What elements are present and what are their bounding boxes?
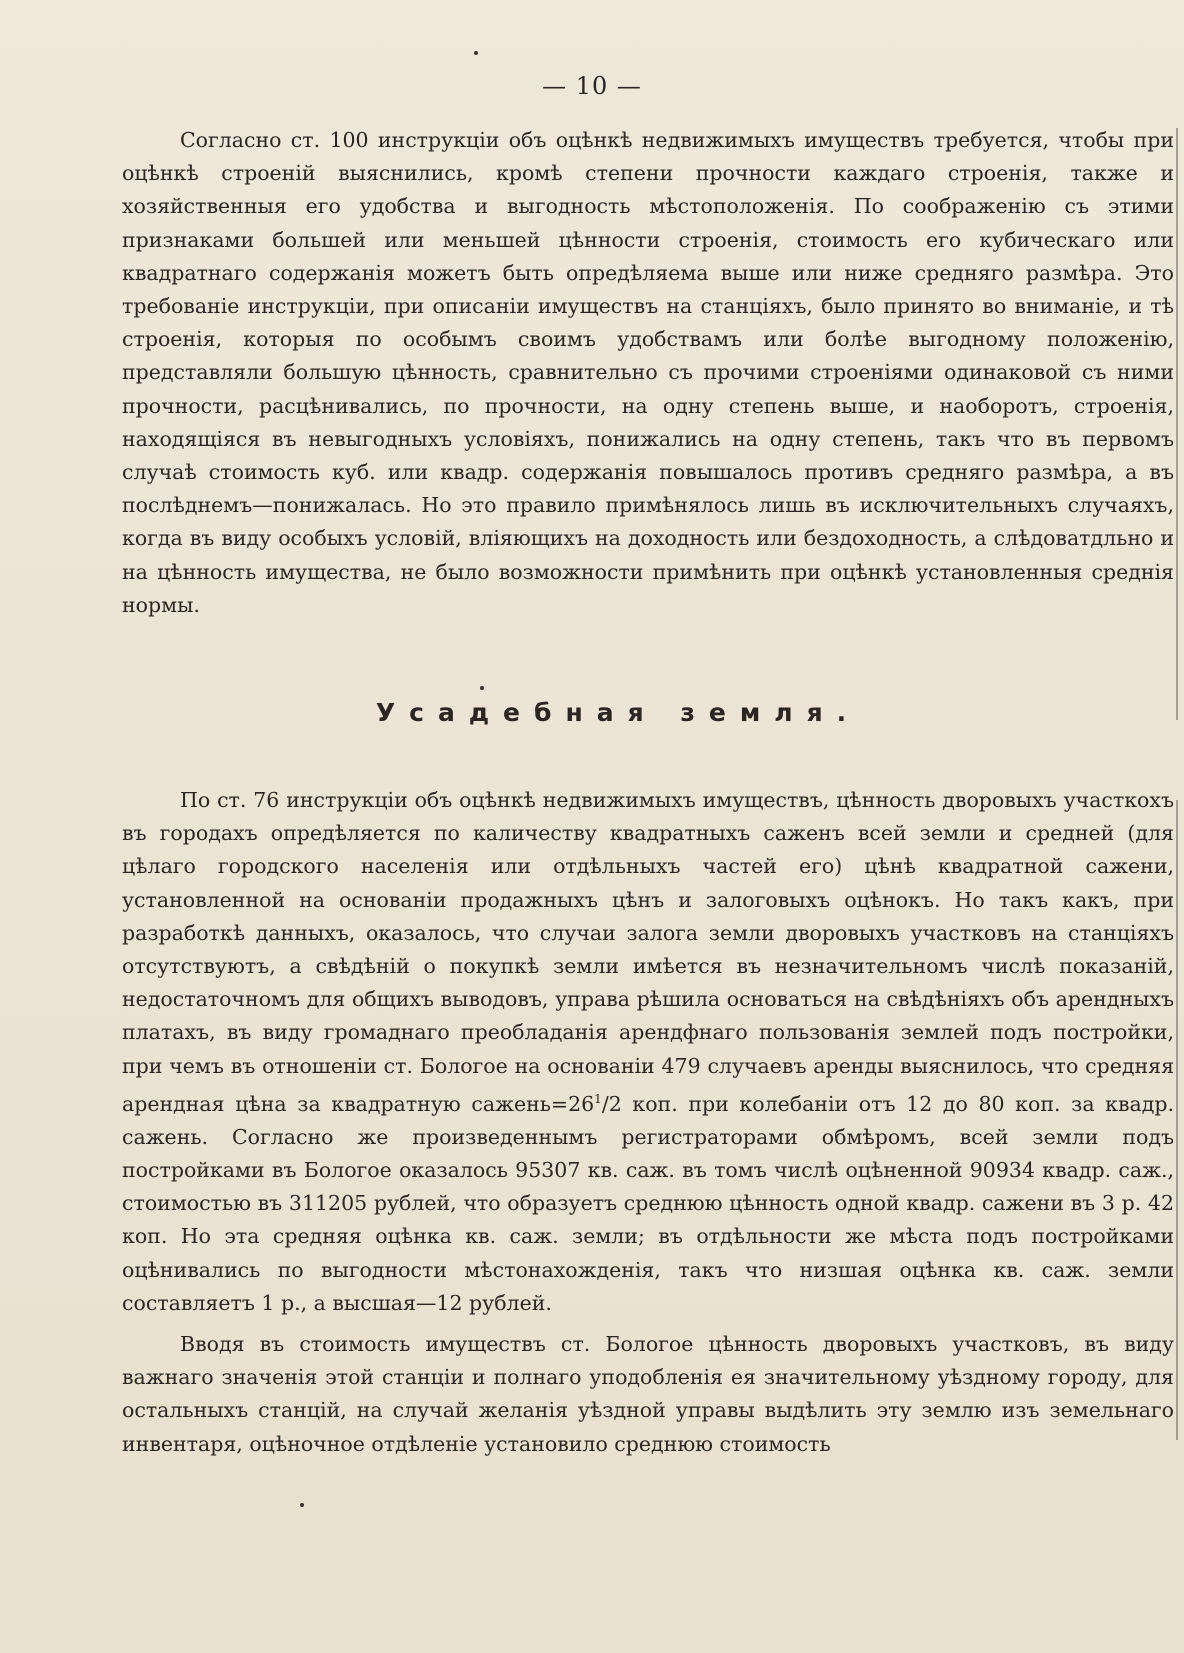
intro-section — [122, 124, 1174, 622]
page-number: — 10 — — [542, 72, 642, 100]
page-edge-line — [1176, 128, 1178, 720]
land-valuation-text-end: /2 коп. при колебаніи отъ 12 до 80 коп. за квадр. сажень. Согласно же произведеннымъ регистраторами обмѣромъ, всей земли подъ постройками въ Бологое оказалось 95307 кв. саж. въ томъ числѣ оцѣненной 90934 квадр. саж., стоимостью въ 311205 рублей, что образуетъ среднюю цѣнность одной квадр. сажени въ 3 р. 42 коп. Но эта средняя оцѣнка кв. саж. земли; въ отдѣльности же мѣста подъ постройками оцѣнивались по выгодности мѣстонахожденія, такъ что низшая оцѣнка кв. саж. земли составляетъ 1 р., а высшая—12 рублей. — [122, 1091, 1175, 1315]
paragraph-bologoe-valuation: Вводя въ стоимость имуществъ ст. Бологое цѣнность дворовыхъ участковъ, въ виду важнаго значенія этой станціи и полнаго уподобленія ея значительному уѣздному городу, для остальныхъ станцій, на случай желанія уѣздной управы выдѣлить эту землю изъ земельнаго инвентаря, оцѣночное отдѣленіе установило среднюю стоимость — [122, 1332, 1174, 1456]
print-speck — [480, 686, 484, 690]
land-section — [122, 784, 1174, 1461]
print-speck — [474, 51, 478, 55]
page-edge-line — [1176, 800, 1178, 1440]
fraction-superscript: 1 — [594, 1091, 602, 1106]
section-heading: Усадебная земля. — [375, 698, 861, 727]
paragraph-strength-assessment: Согласно ст. 100 инструкціи объ оцѣнкѣ недвижимыхъ имуществъ требуется, чтобы при оцѣнкѣ строеній выяснились, кромѣ степени прочности каждаго строенія, также и хозяйственныя его удобства и выгодность мѣстоположенія. По соображенію съ этими признаками большей или меньшей цѣнности строенія, стоимость его кубическаго или квадратнаго содержанія можетъ быть опредѣляема выше или ниже средняго размѣра. Это требованіе инструкціи, при описаніи имуществъ на станціяхъ, было принято во вниманіе, и тѣ строенія, которыя по особымъ своимъ удобствамъ или болѣе выгодному положенію, представляли большую цѣнность, сравнительно съ прочими строеніями одинаковой съ ними прочности, расцѣнивались, по прочности, на одну степень выше, и наоборотъ, строенія, находящіяся въ невыгодныхъ условіяхъ, понижались на одну степень, такъ что въ первомъ случаѣ стоимость куб. или квадр. содержанія повышалось противъ средняго размѣра, а въ послѣднемъ—понижалась. Но это правило примѣнялось лишь въ исключительныхъ случаяхъ, когда въ виду особыхъ условій, вліяющихъ на доходность или бездоходность, а слѣдоватдльно и на цѣнность имущества, не было возможности примѣнить при оцѣнкѣ установленныя среднія нормы. — [122, 128, 1174, 617]
print-speck — [300, 1503, 304, 1507]
land-valuation-text-start: По ст. 76 инструкціи объ оцѣнкѣ недвижимыхъ имуществъ, цѣнность дворовыхъ участкохъ въ городахъ опредѣляется по каличеству квадратныхъ саженъ всей земли и средней (для цѣлаго городского населенія или отдѣльныхъ частей его) цѣнѣ квадратной сажени, установленной на основаніи продажныхъ цѣнъ и залоговыхъ оцѣнокъ. Но такъ какъ, при разработкѣ данныхъ, оказалось, что случаи залога земли дворовыхъ участковъ на станціяхъ отсутствуютъ, а свѣдѣній о покупкѣ земли имѣется въ незначительномъ числѣ показаній, недостаточномъ для общихъ выводовъ, управа рѣшила основаться на свѣдѣніяхъ объ арендныхъ платахъ, въ виду громаднаго преобладанія арендфнаго пользованія землей подъ постройки, при чемъ въ отношеніи ст. Бологое на основаніи 479 случаевъ аренды выяснилось, что средняя арендная цѣна за квадратную сажень=26 — [122, 788, 1174, 1116]
paragraph-land-valuation — [122, 784, 1174, 1320]
